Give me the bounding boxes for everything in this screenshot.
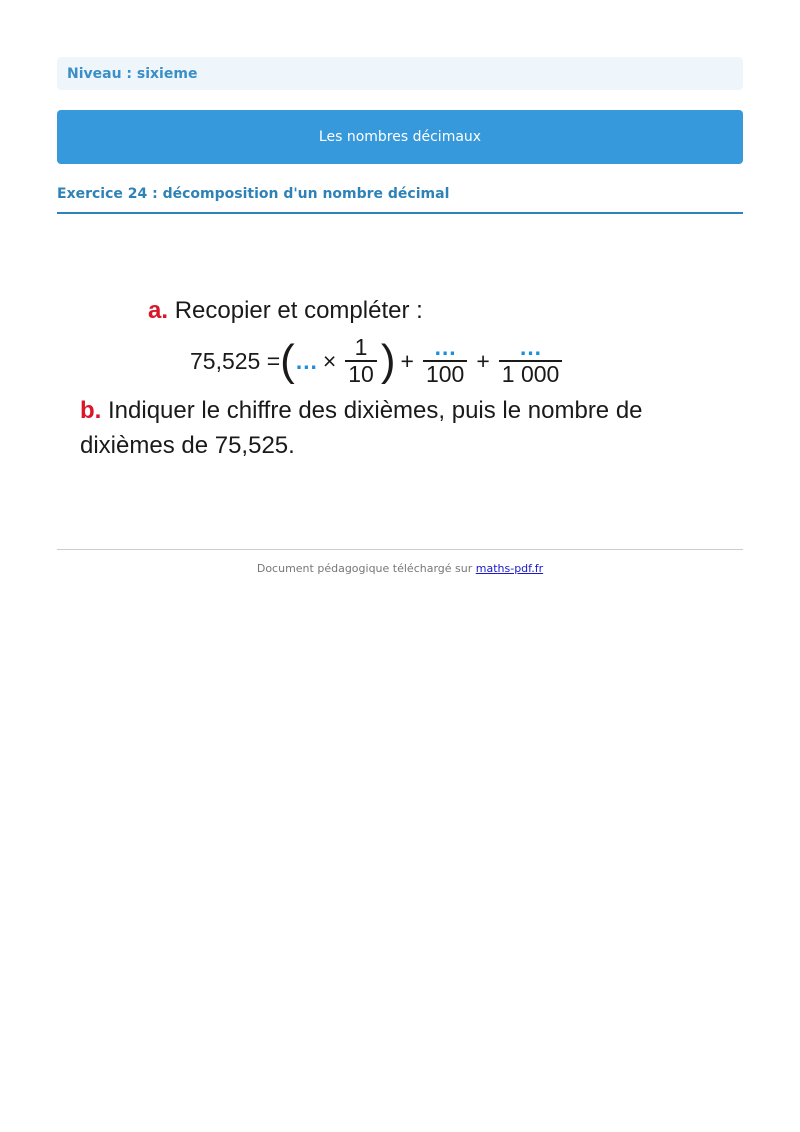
footer	[57, 562, 743, 575]
fraction-denominator: 1 000	[501, 360, 560, 387]
exercise-problem	[80, 293, 720, 473]
course-title: Les nombres décimaux	[318, 129, 482, 145]
open-paren: (	[280, 336, 295, 385]
fraction-numerator-blank: …	[519, 333, 543, 360]
exercise-title: Exercice 24 : décomposition d'un nombre décimal	[57, 186, 743, 214]
times-sign: ×	[322, 347, 337, 374]
fraction-tenth	[345, 335, 377, 387]
part-a-text: Recopier et compléter :	[174, 297, 423, 324]
level-label	[57, 57, 743, 90]
fraction-numerator: 1	[354, 333, 368, 360]
blank-dots: …	[294, 347, 318, 374]
fraction-denominator: 10	[348, 360, 374, 387]
decomposition-equation	[190, 333, 566, 389]
fraction-denominator: 100	[425, 360, 465, 387]
equation-lhs: 75,525 =	[190, 347, 281, 374]
part-a	[148, 297, 423, 325]
part-b-text: Indiquer le chiffre des dixièmes, puis le nombre de dixièmes de 75,525.	[80, 397, 643, 459]
part-a-marker: a.	[148, 297, 169, 324]
fraction-thousandth	[499, 335, 563, 387]
plus-sign: +	[400, 347, 414, 374]
fraction-numerator-blank: …	[433, 333, 457, 360]
footer-link[interactable]: maths-pdf.fr	[475, 562, 544, 575]
footer-divider	[57, 549, 743, 550]
part-b-marker: b.	[80, 397, 102, 424]
part-b	[80, 393, 720, 463]
footer-text: Document pédagogique téléchargé sur	[256, 562, 476, 575]
close-paren: )	[380, 336, 396, 385]
fraction-hundredth	[423, 335, 467, 387]
level-text: Niveau : sixieme	[67, 65, 198, 82]
plus-sign: +	[476, 347, 490, 374]
course-title-bar	[57, 110, 743, 164]
